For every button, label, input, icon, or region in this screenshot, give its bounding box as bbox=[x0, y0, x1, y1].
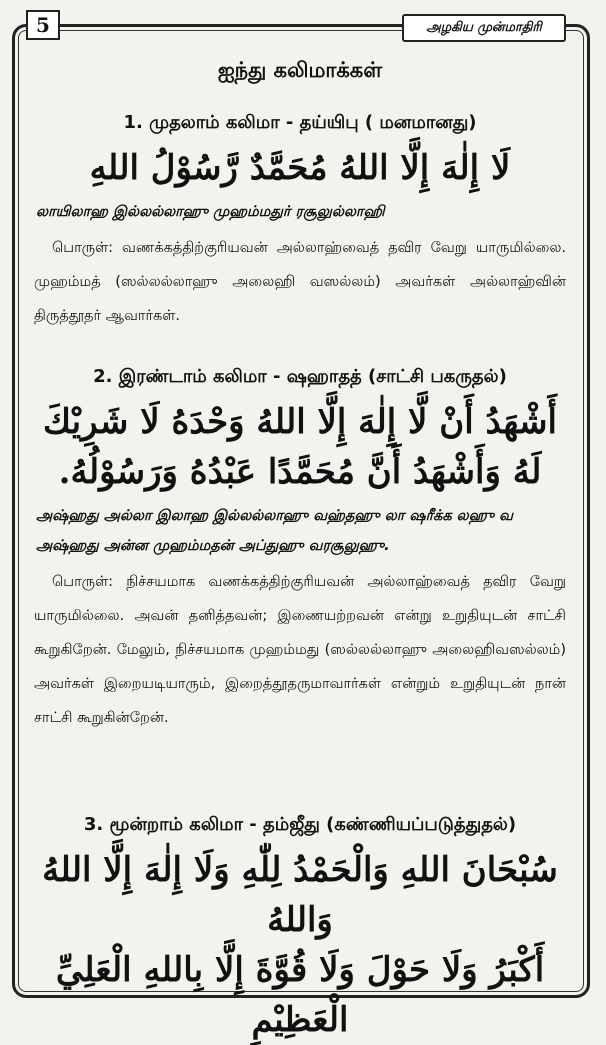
kalima-section-3 bbox=[30, 814, 570, 1045]
kalima-section-1 bbox=[30, 112, 570, 333]
page-heading: ஐந்து கலிமாக்கள் bbox=[217, 58, 383, 82]
transliteration: லாயிலாஹ இல்லல்லாஹு முஹம்மதுர் ரசூலுல்லாஹி bbox=[36, 204, 385, 220]
page-content bbox=[30, 58, 570, 1040]
kalima-section-2 bbox=[30, 366, 570, 735]
arabic-text-line-2: لَهُ وَأَشْهَدُ أَنَّ مُحَمَّدًا عَبْدُهُ وَرَسُوْلُهُ. bbox=[58, 452, 542, 492]
section-title: 3. மூன்றாம் கலிமா - தம்ஜீது (கண்ணியப்படுத்துதல்) bbox=[83, 814, 517, 835]
book-title: அழகிய முன்மாதிரி bbox=[402, 14, 566, 42]
page-number: 5 bbox=[26, 10, 60, 40]
arabic-text: لَا إِلٰهَ إِلَّا اللهُ مُحَمَّدٌ رَّسُوْلُ اللهِ bbox=[89, 148, 511, 188]
arabic-text-line-2: أَكْبَرُ وَلَا حَوْلَ وَلَا قُوَّةَ إِلَّا بِاللهِ الْعَلِيِّ الْعَظِيْمِ bbox=[55, 950, 545, 1040]
transliteration: அஷ்ஹது அல்லா இலாஹ இல்லல்லாஹு வஹ்தஹு லா ஷரீக்க லஹு வ அஷ்ஹது அன்ன முஹம்மதன் அப்துஹு வரசூலுஹு. bbox=[36, 508, 513, 554]
arabic-text-line-1: أَشْهَدُ أَنْ لَّا إِلٰهَ إِلَّا اللهُ وَحْدَهُ لَا شَرِيْكَ bbox=[43, 402, 557, 442]
arabic-text-line-1: سُبْحَانَ اللهِ وَالْحَمْدُ لِلّٰهِ وَلَا إِلٰهَ إِلَّا اللهُ وَاللهُ bbox=[42, 850, 558, 940]
section-title: 1. முதலாம் கலிமா - தய்யிபு ( மனமானது) bbox=[123, 112, 477, 133]
section-title: 2. இரண்டாம் கலிமா - ஷஹாதத் (சாட்சி பகருதல்) bbox=[93, 366, 507, 387]
meaning-text: பொருள்: வணக்கத்திற்குரியவன் அல்லாஹ்வைத் தவிர வேறு யாருமில்லை. முஹம்மத் (ஸல்லல்லாஹு அலைஹி வஸல்லம்) அவர்கள் அல்லாஹ்வின் திருத்தூதர் ஆவார்கள். bbox=[34, 240, 566, 324]
meaning-text: பொருள்: நிச்சயமாக வணக்கத்திற்குரியவன் அல்லாஹ்வைத் தவிர வேறு யாருமில்லை. அவன் தனித்தவன்; இணையற்றவன் என்று உறுதியுடன் சாட்சி கூறுகிறேன். மேலும், நிச்சயமாக முஹம்மது (ஸல்லல்லாஹு அலைஹிவஸல்லம்) அவர்கள் இறையடியாரும், இறைத்தூதருமாவார்கள் என்றும் உறுதியுடன் நான் சாட்சி கூறுகின்றேன். bbox=[34, 574, 566, 726]
